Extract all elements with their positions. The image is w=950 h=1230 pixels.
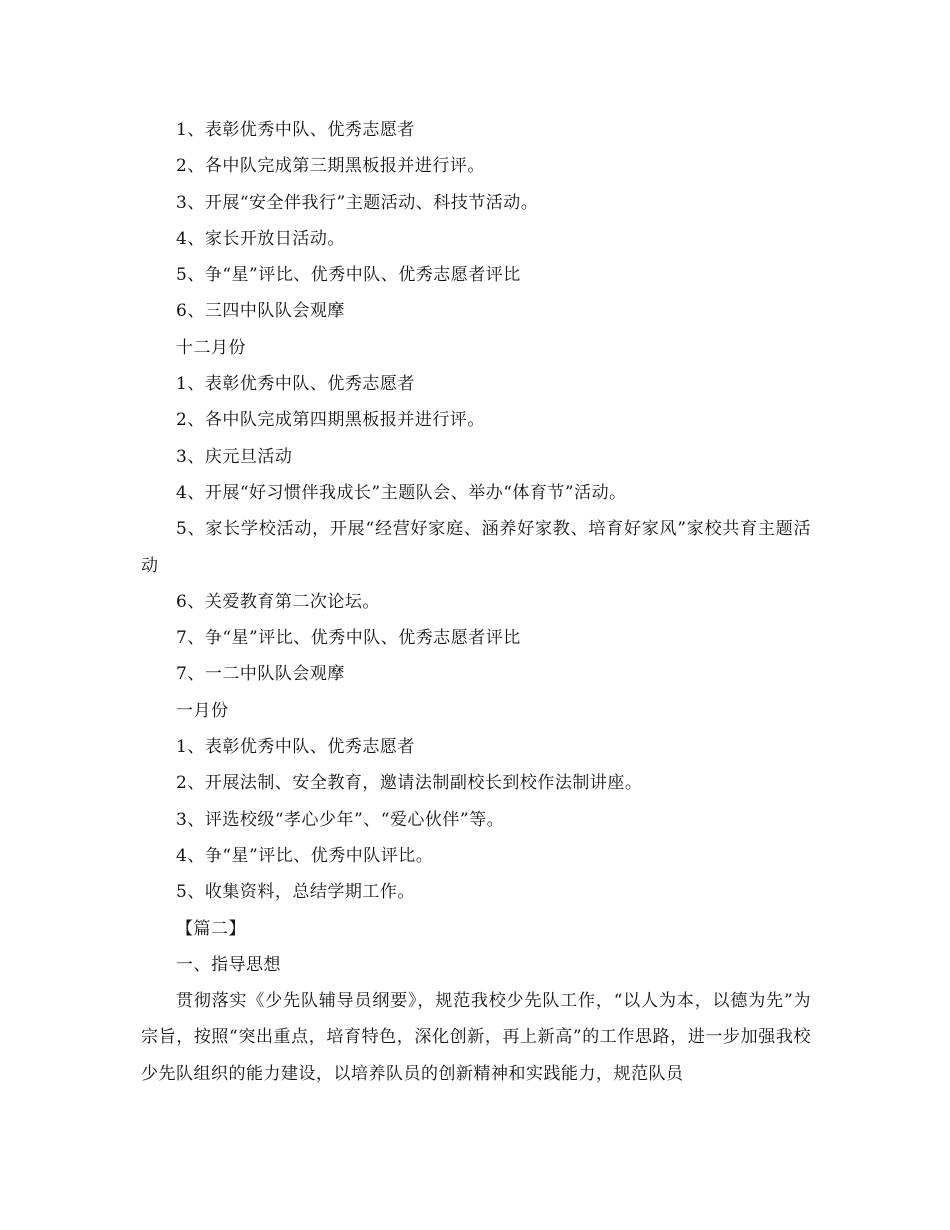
section-heading: 一、指导思想 <box>176 954 281 975</box>
document-body <box>141 112 811 1092</box>
list-item: 3、庆元旦活动 <box>176 446 293 467</box>
list-item: 2、开展法制、安全教育，邀请法制副校长到校作法制讲座。 <box>176 773 643 794</box>
list-item: 2、各中队完成第四期黑板报并进行评。 <box>176 410 485 431</box>
list-item: 6、三四中队队会观摩 <box>176 301 345 322</box>
list-item: 3、开展“安全伴我行”主题活动、科技节活动。 <box>176 192 539 213</box>
list-item: 1、表彰优秀中队、优秀志愿者 <box>176 120 415 140</box>
section-heading: 十二月份 <box>176 337 246 358</box>
list-item: 5、争“星”评比、优秀中队、优秀志愿者评比 <box>176 265 521 286</box>
list-item: 4、家长开放日活动。 <box>176 228 345 249</box>
section-heading: 一月份 <box>176 700 229 721</box>
list-item: 6、关爱教育第二次论坛。 <box>176 591 380 612</box>
list-item: 2、各中队完成第三期黑板报并进行评。 <box>176 156 485 177</box>
section-marker: 【篇二】 <box>176 918 246 939</box>
list-item: 1、表彰优秀中队、优秀志愿者 <box>176 737 415 758</box>
list-item: 3、评选校级“孝心少年”、“爱心伙伴”等。 <box>176 809 505 830</box>
list-item: 5、家长学校活动，开展“经营好家庭、涵养好家教、培育好家风”家校共育主题活动 <box>141 519 811 576</box>
list-item: 7、一二中队队会观摩 <box>176 664 345 685</box>
list-item: 1、表彰优秀中队、优秀志愿者 <box>176 374 415 395</box>
list-item: 7、争“星”评比、优秀中队、优秀志愿者评比 <box>176 628 521 649</box>
list-item: 4、开展“好习惯伴我成长”主题队会、举办“体育节”活动。 <box>176 482 627 503</box>
body-paragraph: 贯彻落实《少先队辅导员纲要》，规范我校少先队工作，“以人为本，以德为先”为宗旨，按照“突出重点，培育特色，深化创新，再上新高”的工作思路，进一步加强我校少先队组织的能力建设，以培养队员的创新精神和实践能力，规范队员 <box>141 991 811 1084</box>
list-item: 5、收集资料，总结学期工作。 <box>176 882 415 903</box>
list-item: 4、争“星”评比、优秀中队评比。 <box>176 845 434 866</box>
